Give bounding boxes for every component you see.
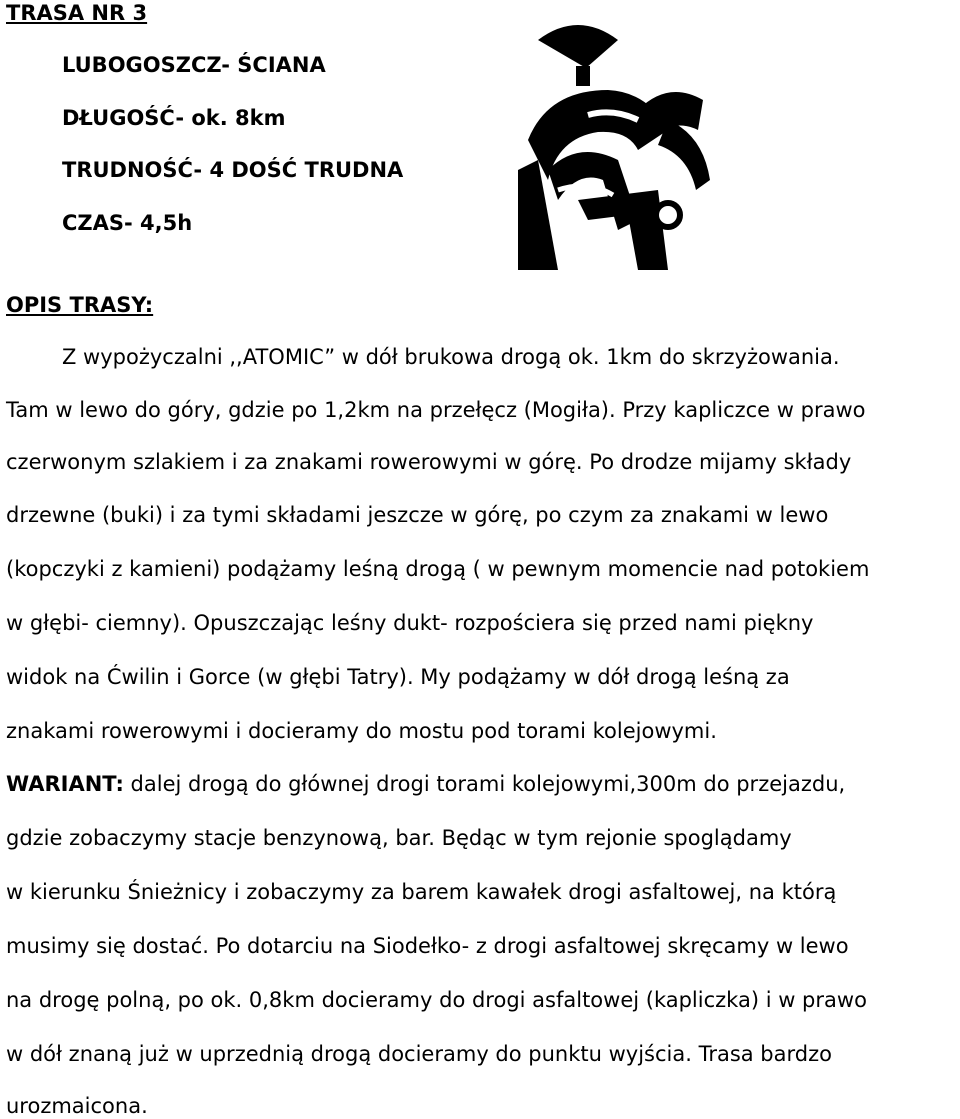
route-time: CZAS- 4,5h [62,211,193,235]
description-heading: OPIS TRASY: [6,293,154,317]
description-line: musimy się dostać. Po dotarciu na Siodełko- z drogi asfaltowej skręcamy w lewo [6,934,849,958]
route-length: DŁUGOŚĆ- ok. 8km [62,106,286,130]
route-difficulty: TRUDNOŚĆ- 4 DOŚĆ TRUDNA [62,158,404,182]
description-line: widok na Ćwilin i Gorce (w głębi Tatry). My podążamy w dół drogą leśną za [6,665,790,689]
description-line: Tam w lewo do góry, gdzie po 1,2km na przełęcz (Mogiła). Przy kapliczce w prawo [6,398,866,422]
page-title: TRASA NR 3 [6,1,148,25]
wariant-line [6,771,845,797]
cyclist-with-balloon-icon [518,20,718,270]
description-line: gdzie zobaczymy stacje benzynową, bar. Będąc w tym rejonie spoglądamy [6,826,792,850]
description-line: w głębi- ciemny). Opuszczając leśny dukt- rozpościera się przed nami piękny [6,611,814,635]
wariant-label: WARIANT: [6,772,124,796]
wariant-text: dalej drogą do głównej drogi torami kolejowymi,300m do przejazdu, [130,772,846,796]
route-name: LUBOGOSZCZ- ŚCIANA [62,53,326,77]
description-line: w kierunku Śnieżnicy i zobaczymy za barem kawałek drogi asfaltowej, na którą [6,880,837,904]
description-line: drzewne (buki) i za tymi składami jeszcze w górę, po czym za znakami w lewo [6,503,829,527]
description-line: znakami rowerowymi i docieramy do mostu pod torami kolejowymi. [6,719,717,743]
description-line: na drogę polną, po ok. 0,8km docieramy do drogi asfaltowej (kapliczka) i w prawo [6,988,867,1012]
description-line: Z wypożyczalni ,,ATOMIC” w dół brukowa drogą ok. 1km do skrzyżowania. [62,345,840,369]
description-line: czerwonym szlakiem i za znakami rowerowymi w górę. Po drodze mijamy składy [6,450,852,474]
description-line: urozmaicona. [6,1094,148,1118]
description-line: (kopczyki z kamieni) podążamy leśną drogą ( w pewnym momencie nad potokiem [6,557,870,581]
description-line: w dół znaną już w uprzednią drogą docieramy do punktu wyjścia. Trasa bardzo [6,1042,832,1066]
